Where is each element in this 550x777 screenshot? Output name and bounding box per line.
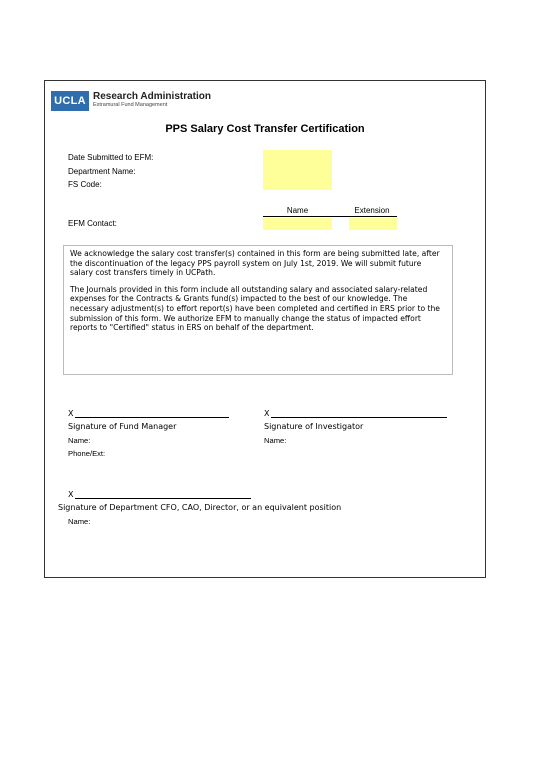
acknowledgement-paragraph-2: The Journals provided in this form include all outstanding salary and associated salary-related expenses for the Contracts & Grants fund(s) impacted to the best of our knowledge. The necessary adjustment(s) to effort report(s) have been completed and certified in ERS prior to the submission of this form. We authorize EFM to manually change the status of impacted effort reports to "Certified" status in ERS on behalf of the department. [70, 284, 440, 333]
efm-contact-extension-field[interactable] [349, 218, 397, 230]
fund-manager-signature-title: Signature of Fund Manager [68, 422, 177, 431]
contact-name-header: Name [286, 206, 309, 215]
efm-contact-label: EFM Contact: [68, 219, 117, 228]
efm-contact-name-field[interactable] [263, 218, 332, 230]
logo-research-administration: Research Administration [93, 91, 211, 102]
investigator-x-mark: X [264, 409, 270, 418]
department-name-field[interactable] [263, 163, 332, 176]
fs-code-field[interactable] [263, 176, 332, 190]
fund-manager-signature-line[interactable] [75, 417, 229, 418]
investigator-signature-line[interactable] [271, 417, 447, 418]
department-name-label-sig: Name: [68, 517, 91, 526]
fund-manager-phone-label: Phone/Ext: [68, 449, 106, 458]
acknowledgement-box [63, 245, 453, 375]
acknowledgement-paragraph-1: We acknowledge the salary cost transfer(s) contained in this form are being submitted late, after the discontinuation of the legacy PPS payroll system on July 1st, 2019. We will submit future salary cost transfers timely in UCPath. [70, 249, 440, 278]
certification-form [44, 80, 486, 578]
department-x-mark: X [68, 490, 74, 499]
contact-extension-header: Extension [354, 206, 390, 215]
ucla-logo [51, 91, 211, 111]
form-title: PPS Salary Cost Transfer Certification [165, 123, 365, 135]
department-signature-line[interactable] [75, 498, 251, 499]
fund-manager-name-label: Name: [68, 436, 91, 445]
date-submitted-field[interactable] [263, 150, 332, 163]
investigator-signature-title: Signature of Investigator [264, 422, 364, 431]
investigator-name-label: Name: [264, 436, 287, 445]
ucla-logo-mark: UCLA [51, 91, 89, 111]
contact-header-underline [263, 216, 397, 217]
department-name-label: Department Name: [68, 167, 136, 176]
fs-code-label: FS Code: [68, 180, 102, 189]
fund-manager-x-mark: X [68, 409, 74, 418]
logo-efm: Extramural Fund Management [93, 102, 168, 108]
date-submitted-label: Date Submitted to EFM: [68, 153, 154, 162]
department-signature-title: Signature of Department CFO, CAO, Director, or an equivalent position [58, 503, 342, 512]
